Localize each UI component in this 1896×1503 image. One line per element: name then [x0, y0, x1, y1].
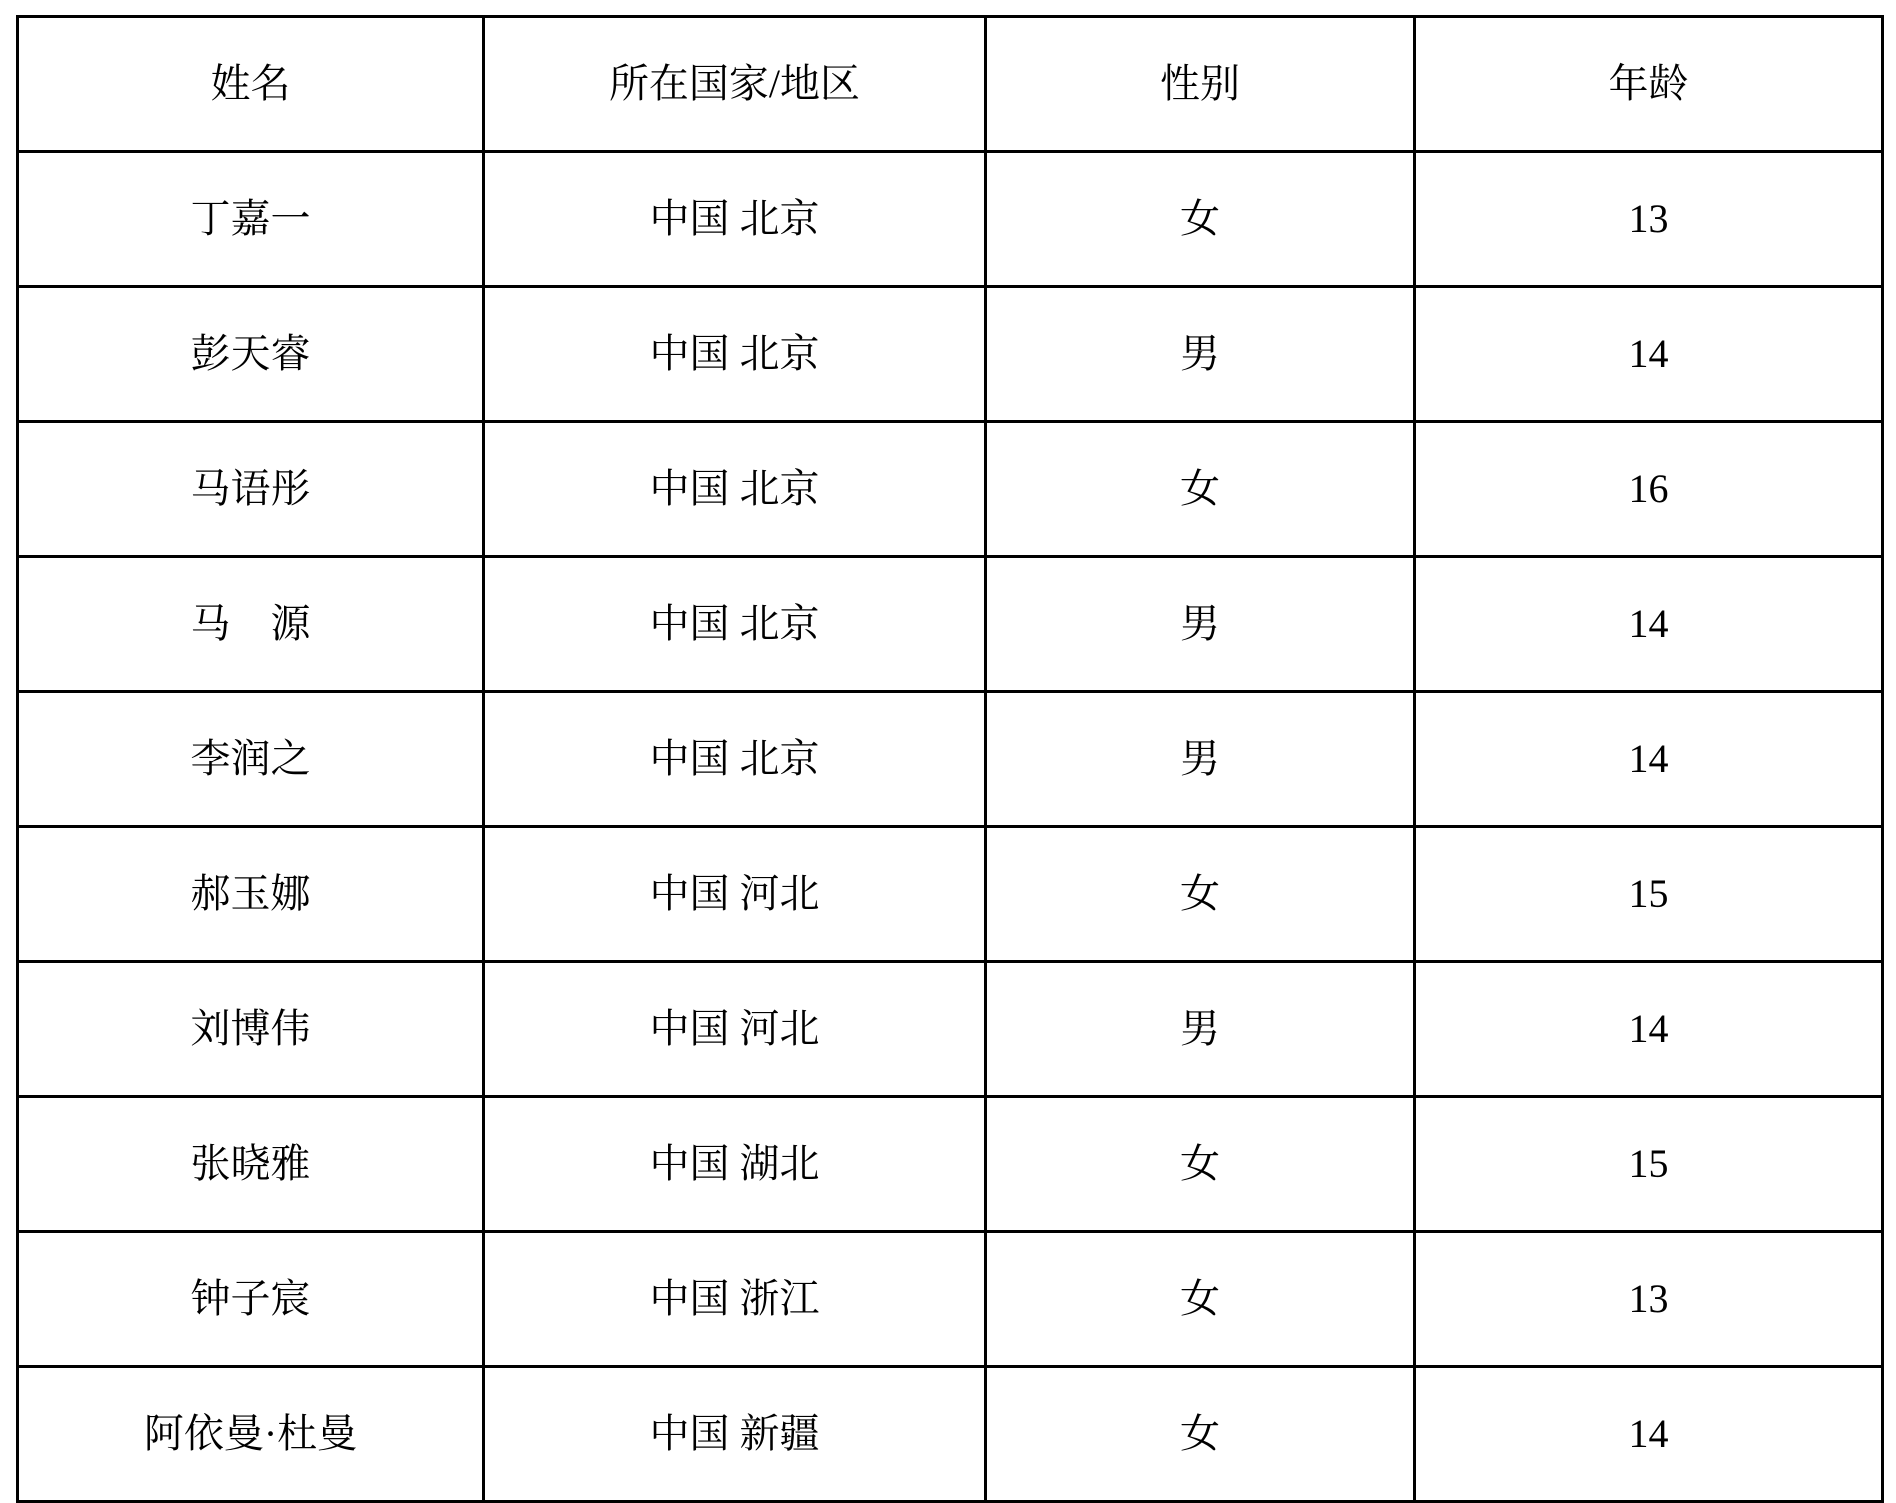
- column-header-region: 所在国家/地区: [484, 17, 986, 152]
- table-row: [18, 827, 1883, 962]
- cell-age: 13: [1415, 1232, 1883, 1367]
- cell-gender: 男: [986, 962, 1415, 1097]
- cell-age: 14: [1415, 1367, 1883, 1502]
- cell-name: 阿依曼·杜曼: [18, 1367, 484, 1502]
- cell-gender: 女: [986, 1367, 1415, 1502]
- cell-name: 彭天睿: [18, 287, 484, 422]
- table-row: [18, 422, 1883, 557]
- column-header-name: 姓名: [18, 17, 484, 152]
- cell-gender: 男: [986, 557, 1415, 692]
- cell-age: 14: [1415, 287, 1883, 422]
- cell-name: 郝玉娜: [18, 827, 484, 962]
- cell-age: 16: [1415, 422, 1883, 557]
- table-row: [18, 287, 1883, 422]
- cell-age: 15: [1415, 827, 1883, 962]
- table-row: [18, 152, 1883, 287]
- cell-gender: 女: [986, 152, 1415, 287]
- cell-gender: 女: [986, 422, 1415, 557]
- cell-age: 15: [1415, 1097, 1883, 1232]
- cell-region: 中国 北京: [484, 692, 986, 827]
- cell-name: 马 源: [18, 557, 484, 692]
- cell-region: 中国 北京: [484, 287, 986, 422]
- participants-table: [16, 15, 1884, 1503]
- cell-region: 中国 北京: [484, 557, 986, 692]
- cell-region: 中国 北京: [484, 422, 986, 557]
- table-row: [18, 692, 1883, 827]
- cell-region: 中国 湖北: [484, 1097, 986, 1232]
- cell-gender: 女: [986, 1097, 1415, 1232]
- cell-region: 中国 浙江: [484, 1232, 986, 1367]
- table-row: [18, 557, 1883, 692]
- cell-gender: 女: [986, 827, 1415, 962]
- cell-region: 中国 北京: [484, 152, 986, 287]
- header-row: [18, 17, 1883, 152]
- cell-region: 中国 新疆: [484, 1367, 986, 1502]
- cell-age: 14: [1415, 962, 1883, 1097]
- cell-name: 李润之: [18, 692, 484, 827]
- cell-region: 中国 河北: [484, 962, 986, 1097]
- cell-age: 14: [1415, 692, 1883, 827]
- table-row: [18, 1097, 1883, 1232]
- cell-age: 14: [1415, 557, 1883, 692]
- cell-gender: 女: [986, 1232, 1415, 1367]
- cell-gender: 男: [986, 692, 1415, 827]
- cell-name: 张晓雅: [18, 1097, 484, 1232]
- cell-name: 马语彤: [18, 422, 484, 557]
- table-row: [18, 1232, 1883, 1367]
- table-row: [18, 962, 1883, 1097]
- table-row: [18, 1367, 1883, 1502]
- cell-name: 钟子宸: [18, 1232, 484, 1367]
- cell-gender: 男: [986, 287, 1415, 422]
- cell-name: 刘博伟: [18, 962, 484, 1097]
- cell-name: 丁嘉一: [18, 152, 484, 287]
- cell-region: 中国 河北: [484, 827, 986, 962]
- column-header-gender: 性别: [986, 17, 1415, 152]
- cell-age: 13: [1415, 152, 1883, 287]
- column-header-age: 年龄: [1415, 17, 1883, 152]
